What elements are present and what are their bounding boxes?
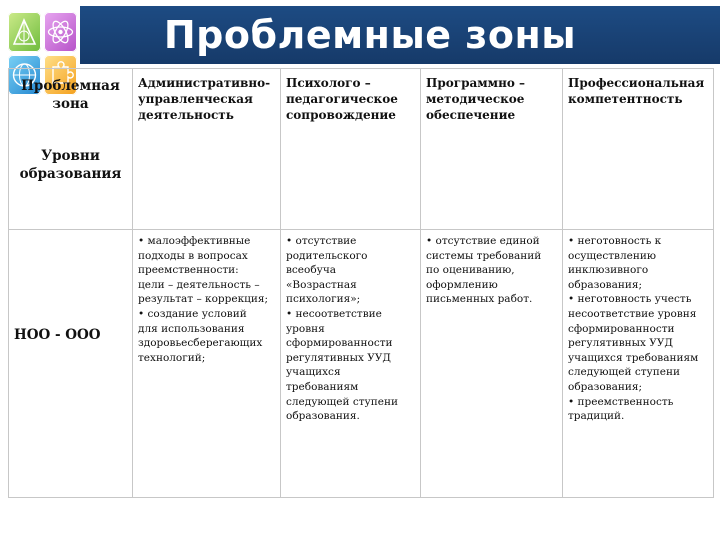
cell-line: сформированности: [568, 322, 675, 335]
cell-line: • неготовность к: [568, 235, 662, 247]
cell-line: традиций.: [568, 410, 625, 423]
cell-line: учащихся: [286, 366, 341, 379]
header-line: Психолого –: [286, 76, 371, 90]
header-line: Административно-: [138, 76, 271, 90]
header-row: [9, 69, 714, 230]
cell-line: цели – деятельность –: [138, 278, 260, 291]
corner-cell: [9, 69, 133, 230]
cell-line: преемственности:: [138, 264, 239, 277]
corner-label: образования: [19, 166, 122, 182]
header-line: Программно –: [426, 76, 526, 90]
cell-line: • создание условий: [138, 307, 247, 320]
row-label-cell: [9, 230, 133, 498]
header-line: Профессиональная: [568, 76, 705, 90]
cell-line: системы требований: [426, 249, 542, 262]
cell-line: • отсутствие: [286, 235, 357, 247]
cell-line: психология»;: [286, 293, 361, 306]
cell-line: технологий;: [138, 351, 206, 364]
page-title: Проблемные зоны: [163, 13, 577, 57]
corner-label: Уровни: [41, 148, 100, 164]
cell-line: образования;: [568, 278, 643, 291]
cell-line: родительского: [286, 249, 368, 262]
cell-line: • преемственность: [568, 395, 674, 408]
problem-zones-table: [8, 68, 714, 498]
cell-line: следующей ступени: [568, 366, 680, 379]
header-line: методическое: [426, 92, 525, 106]
cell-line: осуществлению: [568, 249, 656, 262]
cell-line: учащихся требованиям: [568, 351, 699, 364]
cell-line: • несоответствие: [286, 307, 382, 320]
cell-line: образования;: [568, 380, 643, 393]
atom-icon: [44, 12, 77, 52]
table-row: [9, 230, 714, 498]
cell-line: подходы в вопросах: [138, 249, 248, 262]
cell-psych: [281, 230, 421, 498]
cell-line: по оцениванию,: [426, 264, 515, 277]
cell-line: здоровьесберегающих: [138, 337, 263, 350]
title-bar: [0, 0, 720, 72]
cell-line: инклюзивного: [568, 264, 649, 277]
cell-line: письменных работ.: [426, 293, 533, 306]
header-line: обеспечение: [426, 108, 516, 122]
row-label: НОО - ООО: [14, 326, 101, 343]
cell-line: требованиям: [286, 380, 359, 393]
geometry-icon: [8, 12, 41, 52]
cell-line: результат – коррекция;: [138, 293, 269, 306]
column-header-psych: [281, 69, 421, 230]
header-line: педагогическое: [286, 92, 398, 106]
cell-line: следующей ступени: [286, 395, 398, 408]
cell-line: регулятивных УУД: [286, 351, 391, 364]
cell-line: • малоэффективные: [138, 235, 251, 247]
header-line: сопровождение: [286, 108, 396, 122]
corner-label: зона: [52, 96, 89, 112]
cell-line: образования.: [286, 410, 360, 423]
corner-label: Проблемная: [21, 78, 120, 94]
cell-program: [421, 230, 563, 498]
cell-line: • отсутствие единой: [426, 235, 540, 247]
header-line: управленческая: [138, 92, 253, 106]
header-line: компетентность: [568, 92, 683, 106]
cell-line: регулятивных УУД: [568, 337, 673, 350]
cell-line: всеобуча: [286, 264, 337, 277]
cell-line: оформлению: [426, 278, 498, 291]
cell-line: • неготовность учесть: [568, 293, 692, 306]
column-header-program: [421, 69, 563, 230]
column-header-competence: [563, 69, 714, 230]
header-line: деятельность: [138, 108, 234, 122]
cell-line: для использования: [138, 322, 245, 335]
cell-admin: [133, 230, 281, 498]
cell-competence: [563, 230, 714, 498]
cell-line: несоответствие уровня: [568, 307, 697, 320]
cell-line: «Возрастная: [286, 278, 357, 291]
cell-line: уровня: [286, 322, 325, 335]
cell-line: сформированности: [286, 337, 393, 350]
column-header-admin: [133, 69, 281, 230]
